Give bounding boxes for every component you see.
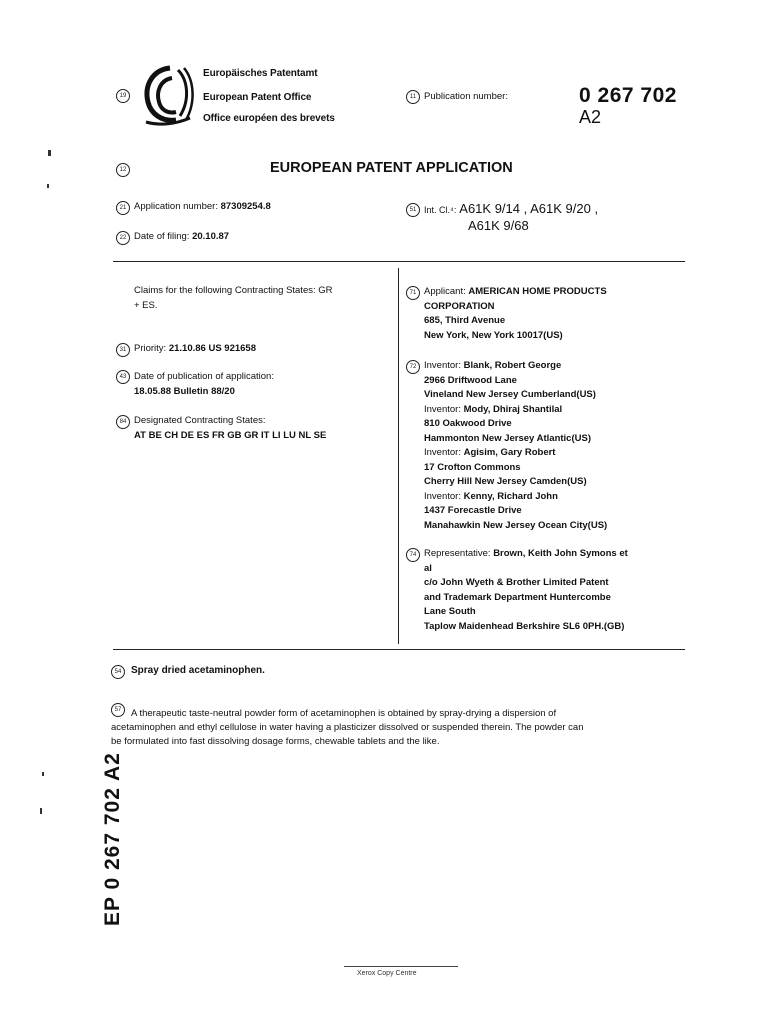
inid-code-72: 72 [406,360,420,374]
inid-code-43: 43 [116,370,130,384]
representative-block [424,547,679,634]
publication-date-label: Date of publication of application: [134,371,274,382]
inventor-name: Blank, Robert George [463,360,562,371]
inid-code-12: 12 [116,163,130,177]
inventor-label: Inventor: [424,447,461,458]
representative-name: Brown, Keith John Symons et [493,548,628,559]
inid-code-84: 84 [116,415,130,429]
priority-value: 21.10.86 US 921658 [168,343,256,354]
applicant-city: New York, New York 10017(US) [424,329,563,341]
inventor-name: Mody, Dhiraj Shantilal [463,403,563,415]
int-cl-line-1: A61K 9/14 , A61K 9/20 , [459,201,599,216]
abstract-line-3: be formulated into fast dissolving dosage forms, chewable tablets and the like. [111,736,440,747]
representative-label: Representative: [424,548,491,559]
inid-code-57: 57 [111,703,125,717]
office-name-de: Europäisches Patentamt [203,68,318,79]
designated-states-label: Designated Contracting States: [134,415,266,426]
inid-code-71: 71 [406,286,420,300]
kind-code: A2 [579,107,602,127]
footer-text: Xerox Copy Centre [357,970,417,977]
inventor-city: Hammonton New Jersey Atlantic(US) [424,432,591,444]
priority-row [134,342,256,357]
document-type-title: EUROPEAN PATENT APPLICATION [270,160,513,176]
int-cl-row [424,201,598,216]
inventor-name: Agisim, Gary Robert [463,447,556,458]
inid-code-11: 11 [406,90,420,104]
application-number-label: Application number: [134,201,218,212]
inventor-entry [424,359,607,403]
column-divider [398,268,399,644]
scan-mark [40,808,42,814]
designated-states [134,414,326,443]
office-name-fr: Office européen des brevets [203,113,335,124]
inventor-city: Vineland New Jersey Cumberland(US) [424,389,596,400]
side-document-number: EP 0 267 702 A2 [101,752,124,926]
designated-states-value: AT BE CH DE ES FR GB GR IT LI LU NL SE [134,429,327,441]
representative-address-4: Taplow Maidenhead Berkshire SL6 0PH.(GB) [424,620,625,632]
inventor-street: 1437 Forecastle Drive [424,505,522,516]
abstract-line-2: acetaminophen and ethyl cellulose in water having a plasticizer dissolved or suspended therein. The powder can [111,722,584,733]
publication-number: 0 267 702 [579,84,677,107]
inventor-label: Inventor: [424,360,461,371]
publication-date [134,370,274,399]
inid-code-21: 21 [116,201,130,215]
representative-address-3: Lane South [424,606,476,617]
applicant-name-line-2: CORPORATION [424,300,495,312]
abstract [111,707,687,749]
int-cl-line-2: A61K 9/68 [468,218,529,233]
claims-states-line-2: + ES. [134,299,158,311]
representative-address-2: and Trademark Department Huntercombe [424,591,611,603]
claims-states [134,284,384,313]
scan-mark [42,772,44,776]
representative-address-1: c/o John Wyeth & Brother Limited Patent [424,577,609,588]
application-number-row [134,200,271,215]
int-cl-label: Int. Cl.⁴: [424,205,457,215]
publication-date-value: 18.05.88 Bulletin 88/20 [134,385,235,397]
inid-code-31: 31 [116,343,130,357]
scan-mark [47,184,49,188]
inventor-entry [424,490,607,534]
applicant-label: Applicant: [424,286,466,297]
inventor-entry [424,403,607,447]
office-name-en: European Patent Office [203,92,312,103]
applicant-name-line-1: AMERICAN HOME PRODUCTS [468,286,607,297]
filing-date: 20.10.87 [192,231,230,242]
inid-code-22: 22 [116,231,130,245]
inventor-street: 2966 Driftwood Lane [424,374,517,386]
inventor-label: Inventor: [424,403,461,415]
inid-code-19: 19 [116,89,130,103]
inventor-entry [424,446,607,490]
application-number: 87309254.8 [220,201,271,212]
scan-mark [48,150,51,156]
inventors-block [424,359,607,533]
inid-code-54: 54 [111,665,125,679]
inid-code-74: 74 [406,548,420,562]
applicant-street: 685, Third Avenue [424,315,506,326]
invention-title: Spray dried acetaminophen. [131,665,265,676]
bottom-rule [113,649,685,650]
filing-date-label: Date of filing: [134,231,190,242]
inventor-label: Inventor: [424,490,461,502]
priority-label: Priority: [134,343,167,354]
representative-name-cont: al [424,562,432,574]
inventor-street: 17 Crofton Commons [424,461,521,473]
inid-code-51: 51 [406,203,420,217]
top-rule [113,261,685,262]
epo-logo [142,64,196,126]
inventor-street: 810 Oakwood Drive [424,418,512,429]
filing-date-row [134,230,229,245]
abstract-line-1: A therapeutic taste-neutral powder form of acetaminophen is obtained by spray-drying a dispersion of [131,708,557,719]
footer-rule [344,966,458,967]
publication-number-label: Publication number: [424,91,508,102]
applicant-block [424,285,607,343]
claims-states-line-1: Claims for the following Contracting States: GR [134,285,333,296]
inventor-city: Cherry Hill New Jersey Camden(US) [424,476,587,487]
inventor-city: Manahawkin New Jersey Ocean City(US) [424,519,608,531]
inventor-name: Kenny, Richard John [463,490,558,502]
